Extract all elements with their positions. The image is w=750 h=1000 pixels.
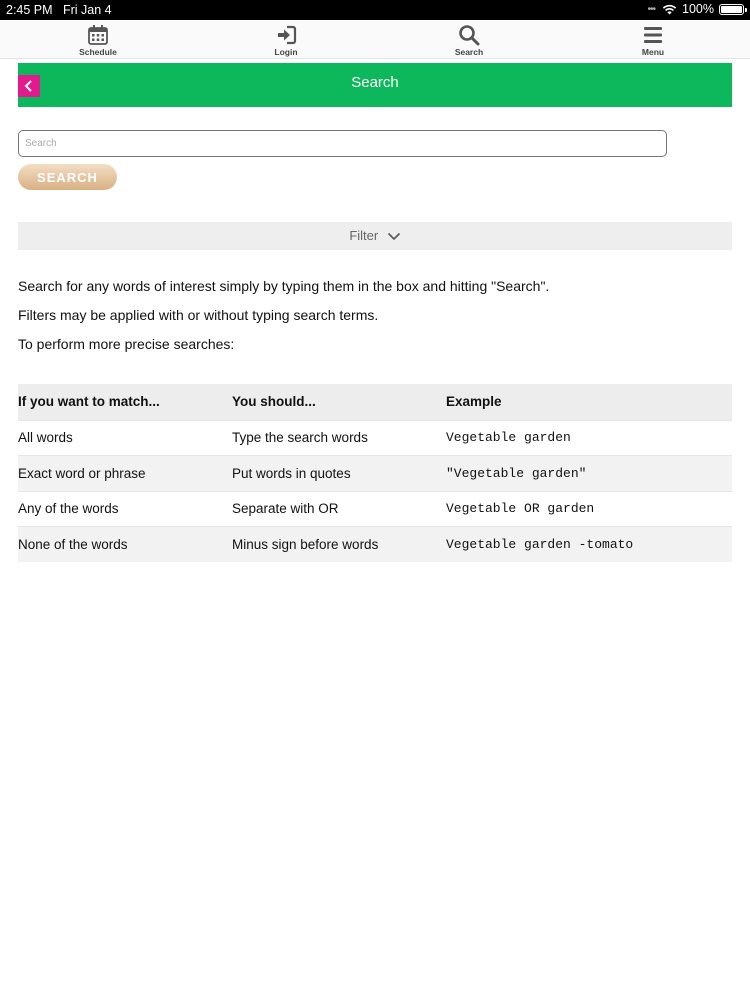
nav-login[interactable] [241,20,331,59]
search-input[interactable] [18,130,667,157]
table-header: If you want to match... [18,384,232,420]
nav-schedule[interactable] [53,20,143,59]
table-row [18,527,732,563]
nav-menu-label: Menu [641,47,665,57]
table-cell: None of the words [18,527,232,563]
status-time: 2:45 PM [6,3,53,17]
table-header: You should... [232,384,446,420]
hamburger-menu-icon [642,24,664,46]
table-cell: All words [18,420,232,456]
title-bar [18,63,732,107]
battery-icon [719,4,744,15]
table-cell: Exact word or phrase [18,456,232,492]
table-cell: "Vegetable garden" [446,456,732,492]
filter-label: Filter [349,228,379,243]
table-header-row [18,384,732,420]
nav-schedule-label: Schedule [79,47,117,57]
table-row [18,456,732,492]
help-line-3: To perform more precise searches: [18,336,235,352]
status-right [648,2,745,16]
search-help [18,277,732,364]
help-line-1: Search for any words of interest simply by typing them in the box and hitting "Search". [18,278,550,294]
chevron-down-icon [387,231,401,241]
filter-toggle[interactable] [18,222,732,250]
table-cell: Type the search words [232,420,446,456]
search-syntax-table [18,384,732,562]
nav-search-label: Search [454,47,484,57]
status-date: Fri Jan 4 [63,3,112,17]
page-title: Search [351,74,399,91]
table-row [18,420,732,456]
table-header: Example [446,384,732,420]
wifi-icon [662,4,677,15]
table-cell: Separate with OR [232,491,446,527]
multitasking-dots-icon: ••• [647,3,656,15]
nav-login-label: Login [274,47,298,57]
search-button[interactable]: SEARCH [18,164,117,190]
login-icon [275,24,297,46]
calendar-icon [87,24,109,46]
help-line-2: Filters may be applied with or without typing search terms. [18,307,379,323]
top-nav [0,20,750,59]
table-cell: Put words in quotes [232,456,446,492]
nav-menu[interactable] [608,20,698,59]
table-cell: Vegetable garden [446,420,732,456]
nav-search[interactable] [424,20,514,59]
table-row [18,491,732,527]
table-cell: Any of the words [18,491,232,527]
search-icon [458,24,480,46]
battery-percent: 100% [682,2,714,16]
table-cell: Vegetable garden -tomato [446,527,732,563]
table-cell: Vegetable OR garden [446,491,732,527]
status-bar [0,0,750,20]
table-cell: Minus sign before words [232,527,446,563]
